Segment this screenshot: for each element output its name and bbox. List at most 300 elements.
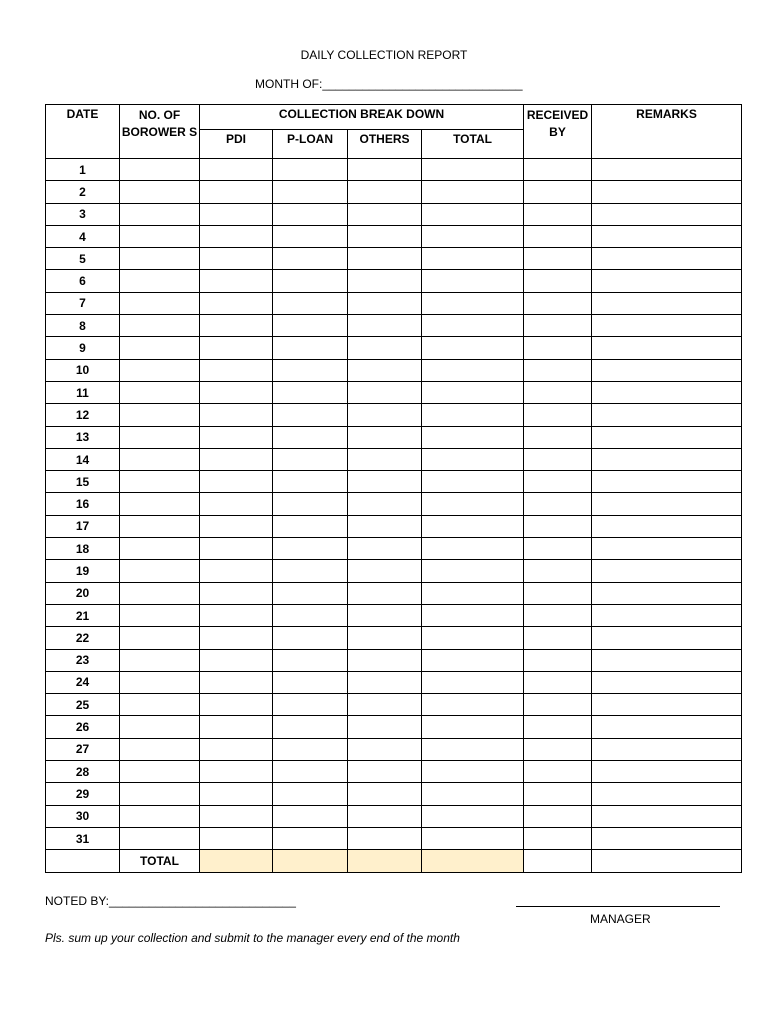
total-cell[interactable]	[422, 426, 524, 448]
others-cell[interactable]	[348, 604, 422, 626]
header-date: DATE	[46, 105, 120, 159]
remarks-cell[interactable]	[592, 315, 742, 337]
table-row	[46, 404, 742, 426]
date-cell: 9	[46, 337, 120, 359]
table-row	[46, 538, 742, 560]
received-by-cell[interactable]	[524, 426, 592, 448]
p-loan-cell[interactable]	[273, 493, 348, 515]
others-cell[interactable]	[348, 270, 422, 292]
remarks-cell[interactable]	[592, 359, 742, 381]
month-of-field: MONTH OF:______________________________	[255, 77, 523, 91]
table-row	[46, 805, 742, 827]
received-by-cell[interactable]	[524, 292, 592, 314]
borrowers-cell[interactable]	[120, 671, 200, 693]
p-loan-cell[interactable]	[273, 159, 348, 181]
received-by-cell[interactable]	[524, 761, 592, 783]
others-cell[interactable]	[348, 761, 422, 783]
instruction-note: Pls. sum up your collection and submit to the manager every end of the month	[45, 931, 460, 945]
p-loan-cell[interactable]	[273, 805, 348, 827]
borrowers-cell[interactable]	[120, 471, 200, 493]
table-row	[46, 337, 742, 359]
borrowers-cell[interactable]	[120, 604, 200, 626]
received-by-cell[interactable]	[524, 159, 592, 181]
received-by-cell[interactable]	[524, 404, 592, 426]
received-by-cell[interactable]	[524, 471, 592, 493]
p-loan-cell[interactable]	[273, 203, 348, 225]
p-loan-cell[interactable]	[273, 827, 348, 849]
table-row	[46, 448, 742, 470]
total-cell[interactable]	[422, 560, 524, 582]
table-row	[46, 716, 742, 738]
date-cell: 12	[46, 404, 120, 426]
header-others: OTHERS	[348, 130, 422, 159]
borrowers-cell[interactable]	[120, 225, 200, 247]
borrowers-cell[interactable]	[120, 694, 200, 716]
noted-by-field: NOTED BY:____________________________	[45, 894, 296, 908]
borrowers-cell[interactable]	[120, 738, 200, 760]
remarks-cell[interactable]	[592, 181, 742, 203]
p-loan-cell[interactable]	[273, 783, 348, 805]
table-row	[46, 738, 742, 760]
others-cell[interactable]	[348, 805, 422, 827]
borrowers-cell[interactable]	[120, 783, 200, 805]
p-loan-cell[interactable]	[273, 671, 348, 693]
remarks-cell[interactable]	[592, 783, 742, 805]
date-cell: 8	[46, 315, 120, 337]
remarks-cell[interactable]	[592, 627, 742, 649]
report-title: DAILY COLLECTION REPORT	[300, 48, 468, 62]
received-by-cell[interactable]	[524, 783, 592, 805]
table-row	[46, 315, 742, 337]
date-cell: 30	[46, 805, 120, 827]
pdi-cell[interactable]	[200, 627, 273, 649]
received-by-cell[interactable]	[524, 671, 592, 693]
borrowers-cell[interactable]	[120, 515, 200, 537]
others-cell[interactable]	[348, 827, 422, 849]
others-cell[interactable]	[348, 538, 422, 560]
borrowers-cell[interactable]	[120, 270, 200, 292]
date-cell: 11	[46, 381, 120, 403]
date-cell: 7	[46, 292, 120, 314]
date-cell: 23	[46, 649, 120, 671]
p-loan-cell[interactable]	[273, 248, 348, 270]
header-received-by: RECEIVED BY	[524, 105, 592, 159]
borrowers-cell[interactable]	[120, 560, 200, 582]
p-loan-cell[interactable]	[273, 315, 348, 337]
table-row	[46, 225, 742, 247]
date-cell: 13	[46, 426, 120, 448]
date-cell: 26	[46, 716, 120, 738]
pdi-cell[interactable]	[200, 159, 273, 181]
p-loan-cell[interactable]	[273, 649, 348, 671]
remarks-cell[interactable]	[592, 292, 742, 314]
p-loan-cell[interactable]	[273, 270, 348, 292]
remarks-cell[interactable]	[592, 827, 742, 849]
total-cell[interactable]	[422, 292, 524, 314]
total-cell[interactable]	[422, 404, 524, 426]
others-cell[interactable]	[348, 582, 422, 604]
table-row	[46, 292, 742, 314]
total-cell[interactable]	[422, 783, 524, 805]
remarks-cell[interactable]	[592, 649, 742, 671]
borrowers-cell[interactable]	[120, 248, 200, 270]
date-cell: 31	[46, 827, 120, 849]
received-by-cell[interactable]	[524, 337, 592, 359]
pdi-cell[interactable]	[200, 694, 273, 716]
remarks-cell[interactable]	[592, 159, 742, 181]
pdi-cell[interactable]	[200, 471, 273, 493]
total-p-loan-cell[interactable]	[273, 850, 348, 872]
others-cell[interactable]	[348, 159, 422, 181]
p-loan-cell[interactable]	[273, 404, 348, 426]
total-cell[interactable]	[422, 181, 524, 203]
remarks-cell[interactable]	[592, 738, 742, 760]
remarks-cell[interactable]	[592, 448, 742, 470]
pdi-cell[interactable]	[200, 203, 273, 225]
borrowers-cell[interactable]	[120, 292, 200, 314]
pdi-cell[interactable]	[200, 738, 273, 760]
total-cell[interactable]	[422, 159, 524, 181]
pdi-cell[interactable]	[200, 381, 273, 403]
pdi-cell[interactable]	[200, 716, 273, 738]
date-cell: 22	[46, 627, 120, 649]
pdi-cell[interactable]	[200, 783, 273, 805]
total-cell[interactable]	[422, 225, 524, 247]
table-row	[46, 604, 742, 626]
others-cell[interactable]	[348, 248, 422, 270]
remarks-cell[interactable]	[592, 225, 742, 247]
date-cell: 15	[46, 471, 120, 493]
total-total-cell[interactable]	[422, 850, 524, 872]
borrowers-cell[interactable]	[120, 426, 200, 448]
borrowers-cell[interactable]	[120, 538, 200, 560]
manager-signature-line	[516, 892, 720, 907]
remarks-cell[interactable]	[592, 604, 742, 626]
p-loan-cell[interactable]	[273, 604, 348, 626]
others-cell[interactable]	[348, 315, 422, 337]
others-cell[interactable]	[348, 560, 422, 582]
table-row	[46, 560, 742, 582]
others-cell[interactable]	[348, 493, 422, 515]
pdi-cell[interactable]	[200, 671, 273, 693]
table-row	[46, 181, 742, 203]
received-by-cell[interactable]	[524, 604, 592, 626]
total-cell[interactable]	[422, 515, 524, 537]
pdi-cell[interactable]	[200, 426, 273, 448]
remarks-cell[interactable]	[592, 694, 742, 716]
pdi-cell[interactable]	[200, 359, 273, 381]
p-loan-cell[interactable]	[273, 761, 348, 783]
table-row	[46, 582, 742, 604]
remarks-cell[interactable]	[592, 671, 742, 693]
p-loan-cell[interactable]	[273, 448, 348, 470]
date-cell: 21	[46, 604, 120, 626]
table-row	[46, 270, 742, 292]
received-by-cell[interactable]	[524, 225, 592, 247]
borrowers-cell[interactable]	[120, 359, 200, 381]
others-cell[interactable]	[348, 337, 422, 359]
pdi-cell[interactable]	[200, 448, 273, 470]
pdi-cell[interactable]	[200, 560, 273, 582]
others-cell[interactable]	[348, 515, 422, 537]
date-cell: 10	[46, 359, 120, 381]
date-cell: 1	[46, 159, 120, 181]
pdi-cell[interactable]	[200, 582, 273, 604]
remarks-cell[interactable]	[592, 538, 742, 560]
received-by-cell[interactable]	[524, 493, 592, 515]
remarks-cell[interactable]	[592, 404, 742, 426]
total-pdi-cell[interactable]	[200, 850, 273, 872]
manager-label: MANAGER	[590, 912, 651, 926]
p-loan-cell[interactable]	[273, 337, 348, 359]
received-by-cell[interactable]	[524, 805, 592, 827]
date-cell: 27	[46, 738, 120, 760]
total-cell[interactable]	[422, 248, 524, 270]
received-by-cell[interactable]	[524, 381, 592, 403]
table-row	[46, 515, 742, 537]
p-loan-cell[interactable]	[273, 471, 348, 493]
total-cell[interactable]	[422, 471, 524, 493]
header-total: TOTAL	[422, 130, 524, 159]
header-p-loan: P-LOAN	[273, 130, 348, 159]
others-cell[interactable]	[348, 381, 422, 403]
total-cell[interactable]	[422, 761, 524, 783]
total-cell[interactable]	[422, 805, 524, 827]
others-cell[interactable]	[348, 448, 422, 470]
pdi-cell[interactable]	[200, 604, 273, 626]
p-loan-cell[interactable]	[273, 716, 348, 738]
p-loan-cell[interactable]	[273, 515, 348, 537]
pdi-cell[interactable]	[200, 337, 273, 359]
date-cell: 18	[46, 538, 120, 560]
others-cell[interactable]	[348, 716, 422, 738]
remarks-cell[interactable]	[592, 426, 742, 448]
total-remarks-cell[interactable]	[592, 850, 742, 872]
borrowers-cell[interactable]	[120, 337, 200, 359]
total-cell[interactable]	[422, 716, 524, 738]
received-by-cell[interactable]	[524, 560, 592, 582]
pdi-cell[interactable]	[200, 292, 273, 314]
total-cell[interactable]	[422, 738, 524, 760]
pdi-cell[interactable]	[200, 493, 273, 515]
date-cell: 28	[46, 761, 120, 783]
others-cell[interactable]	[348, 203, 422, 225]
header-collection-breakdown: COLLECTION BREAK DOWN	[200, 105, 524, 130]
table-row	[46, 827, 742, 849]
total-cell[interactable]	[422, 604, 524, 626]
borrowers-cell[interactable]	[120, 159, 200, 181]
table-row	[46, 381, 742, 403]
received-by-cell[interactable]	[524, 538, 592, 560]
borrowers-cell[interactable]	[120, 627, 200, 649]
p-loan-cell[interactable]	[273, 694, 348, 716]
table-row	[46, 471, 742, 493]
received-by-cell[interactable]	[524, 627, 592, 649]
total-cell[interactable]	[422, 827, 524, 849]
total-received-by-cell[interactable]	[524, 850, 592, 872]
received-by-cell[interactable]	[524, 649, 592, 671]
date-cell: 25	[46, 694, 120, 716]
total-cell[interactable]	[422, 671, 524, 693]
total-cell[interactable]	[422, 538, 524, 560]
received-by-cell[interactable]	[524, 248, 592, 270]
pdi-cell[interactable]	[200, 805, 273, 827]
pdi-cell[interactable]	[200, 248, 273, 270]
header-no-of-borrowers: NO. OF BOROWER S	[120, 105, 200, 159]
others-cell[interactable]	[348, 671, 422, 693]
received-by-cell[interactable]	[524, 203, 592, 225]
date-cell: 16	[46, 493, 120, 515]
p-loan-cell[interactable]	[273, 181, 348, 203]
borrowers-cell[interactable]	[120, 493, 200, 515]
remarks-cell[interactable]	[592, 560, 742, 582]
table-row	[46, 649, 742, 671]
pdi-cell[interactable]	[200, 761, 273, 783]
table-body	[46, 159, 742, 873]
total-row-label: TOTAL	[120, 850, 200, 872]
remarks-cell[interactable]	[592, 515, 742, 537]
total-cell[interactable]	[422, 582, 524, 604]
pdi-cell[interactable]	[200, 181, 273, 203]
pdi-cell[interactable]	[200, 225, 273, 247]
pdi-cell[interactable]	[200, 404, 273, 426]
p-loan-cell[interactable]	[273, 738, 348, 760]
total-cell[interactable]	[422, 270, 524, 292]
received-by-cell[interactable]	[524, 270, 592, 292]
borrowers-cell[interactable]	[120, 761, 200, 783]
remarks-cell[interactable]	[592, 337, 742, 359]
borrowers-cell[interactable]	[120, 381, 200, 403]
total-cell[interactable]	[422, 448, 524, 470]
p-loan-cell[interactable]	[273, 627, 348, 649]
total-row-date-cell	[46, 850, 120, 872]
total-cell[interactable]	[422, 493, 524, 515]
total-cell[interactable]	[422, 359, 524, 381]
p-loan-cell[interactable]	[273, 426, 348, 448]
borrowers-cell[interactable]	[120, 448, 200, 470]
p-loan-cell[interactable]	[273, 381, 348, 403]
others-cell[interactable]	[348, 471, 422, 493]
remarks-cell[interactable]	[592, 582, 742, 604]
others-cell[interactable]	[348, 783, 422, 805]
received-by-cell[interactable]	[524, 716, 592, 738]
borrowers-cell[interactable]	[120, 716, 200, 738]
remarks-cell[interactable]	[592, 203, 742, 225]
remarks-cell[interactable]	[592, 248, 742, 270]
table-row	[46, 426, 742, 448]
total-cell[interactable]	[422, 627, 524, 649]
date-cell: 6	[46, 270, 120, 292]
received-by-cell[interactable]	[524, 359, 592, 381]
others-cell[interactable]	[348, 738, 422, 760]
table-row	[46, 783, 742, 805]
remarks-cell[interactable]	[592, 805, 742, 827]
p-loan-cell[interactable]	[273, 225, 348, 247]
pdi-cell[interactable]	[200, 827, 273, 849]
p-loan-cell[interactable]	[273, 538, 348, 560]
remarks-cell[interactable]	[592, 716, 742, 738]
p-loan-cell[interactable]	[273, 582, 348, 604]
remarks-cell[interactable]	[592, 761, 742, 783]
remarks-cell[interactable]	[592, 381, 742, 403]
pdi-cell[interactable]	[200, 515, 273, 537]
table-row	[46, 694, 742, 716]
pdi-cell[interactable]	[200, 270, 273, 292]
date-cell: 20	[46, 582, 120, 604]
header-remarks: REMARKS	[592, 105, 742, 159]
total-cell[interactable]	[422, 315, 524, 337]
received-by-cell[interactable]	[524, 827, 592, 849]
total-others-cell[interactable]	[348, 850, 422, 872]
borrowers-cell[interactable]	[120, 827, 200, 849]
table-row	[46, 248, 742, 270]
others-cell[interactable]	[348, 404, 422, 426]
borrowers-cell[interactable]	[120, 582, 200, 604]
borrowers-cell[interactable]	[120, 404, 200, 426]
date-cell: 19	[46, 560, 120, 582]
pdi-cell[interactable]	[200, 649, 273, 671]
total-cell[interactable]	[422, 337, 524, 359]
remarks-cell[interactable]	[592, 471, 742, 493]
total-cell[interactable]	[422, 694, 524, 716]
borrowers-cell[interactable]	[120, 649, 200, 671]
date-cell: 5	[46, 248, 120, 270]
table-row	[46, 671, 742, 693]
p-loan-cell[interactable]	[273, 292, 348, 314]
pdi-cell[interactable]	[200, 538, 273, 560]
received-by-cell[interactable]	[524, 694, 592, 716]
others-cell[interactable]	[348, 225, 422, 247]
date-cell: 14	[46, 448, 120, 470]
pdi-cell[interactable]	[200, 315, 273, 337]
table-row	[46, 493, 742, 515]
date-cell: 2	[46, 181, 120, 203]
others-cell[interactable]	[348, 181, 422, 203]
received-by-cell[interactable]	[524, 315, 592, 337]
date-cell: 4	[46, 225, 120, 247]
borrowers-cell[interactable]	[120, 181, 200, 203]
p-loan-cell[interactable]	[273, 560, 348, 582]
table-row	[46, 627, 742, 649]
p-loan-cell[interactable]	[273, 359, 348, 381]
others-cell[interactable]	[348, 426, 422, 448]
borrowers-cell[interactable]	[120, 805, 200, 827]
header-pdi: PDI	[200, 130, 273, 159]
others-cell[interactable]	[348, 694, 422, 716]
total-cell[interactable]	[422, 381, 524, 403]
total-cell[interactable]	[422, 649, 524, 671]
others-cell[interactable]	[348, 627, 422, 649]
date-cell: 17	[46, 515, 120, 537]
table-row	[46, 761, 742, 783]
total-cell[interactable]	[422, 203, 524, 225]
received-by-cell[interactable]	[524, 582, 592, 604]
date-cell: 29	[46, 783, 120, 805]
borrowers-cell[interactable]	[120, 315, 200, 337]
received-by-cell[interactable]	[524, 448, 592, 470]
remarks-cell[interactable]	[592, 493, 742, 515]
collection-table	[45, 104, 742, 873]
borrowers-cell[interactable]	[120, 203, 200, 225]
total-row	[46, 850, 742, 872]
received-by-cell[interactable]	[524, 738, 592, 760]
received-by-cell[interactable]	[524, 515, 592, 537]
received-by-cell[interactable]	[524, 181, 592, 203]
others-cell[interactable]	[348, 359, 422, 381]
others-cell[interactable]	[348, 649, 422, 671]
remarks-cell[interactable]	[592, 270, 742, 292]
others-cell[interactable]	[348, 292, 422, 314]
